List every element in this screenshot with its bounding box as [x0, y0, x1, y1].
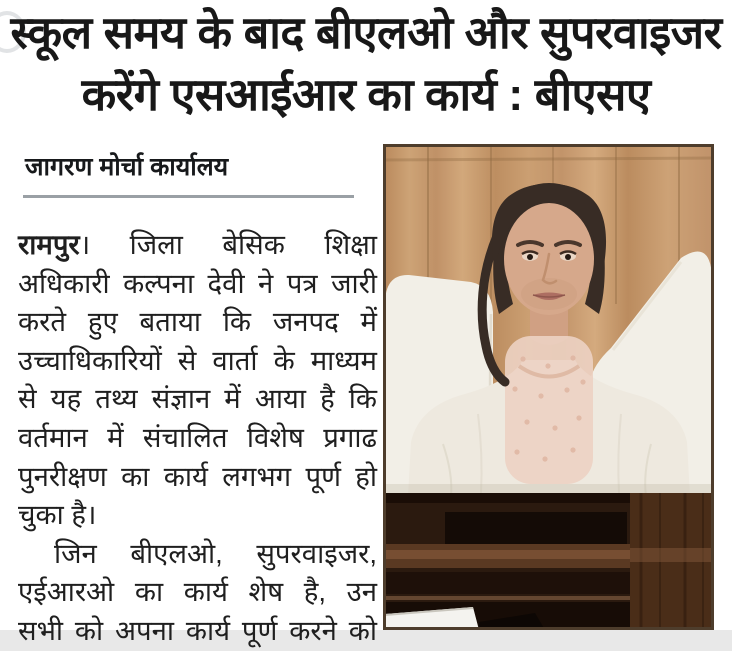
body-line: चुका है।: [18, 499, 97, 531]
headline-line-1: स्कूल समय के बाद बीएलओ और सुपरवाइजर: [10, 7, 722, 58]
eye-left: [522, 251, 538, 261]
body-line-text: । जिला बेसिक शिक्षा: [79, 229, 377, 260]
dateline: रामपुर: [18, 229, 80, 260]
body-line: अधिकारी कल्पना देवी ने पत्र जारी: [18, 267, 377, 299]
body-line: उच्चाधिकारियों से वार्ता के माध्यम: [18, 344, 377, 376]
body-line: करते हुए बताया कि जनपद में: [18, 306, 377, 338]
photo-svg: [383, 144, 714, 630]
body-line: से यह तथ्य संज्ञान में आया है कि: [18, 383, 377, 415]
byline: जागरण मोर्चा कार्यालय: [25, 153, 229, 181]
body-line: [18, 226, 377, 265]
body-line-cutoff: सभी को अपना कार्य पूर्ण करने को: [18, 614, 377, 646]
byline-rule: [23, 195, 354, 198]
body-line: वर्तमान में संचालित विशेष प्रगाढ: [18, 421, 377, 453]
body-line: एईआरओ का कार्य शेष है, उन: [18, 576, 377, 608]
headline: [0, 2, 732, 126]
body-line: जिन बीएलओ, सुपरवाइजर,: [54, 537, 377, 569]
desk-right-column: [630, 493, 714, 630]
desk: [383, 493, 714, 630]
article-body: [18, 226, 377, 651]
article-photo: [383, 144, 714, 630]
embroidered-yoke: [505, 336, 593, 484]
eye-right: [560, 251, 576, 261]
body-line: पुनरीक्षण का कार्य लगभग पूर्ण हो: [18, 460, 377, 492]
headline-line-2: करेंगे एसआईआर का कार्य : बीएसए: [81, 69, 651, 120]
